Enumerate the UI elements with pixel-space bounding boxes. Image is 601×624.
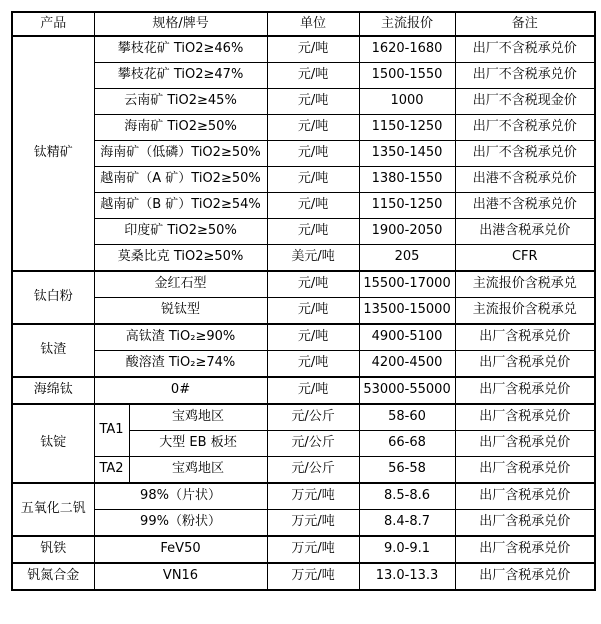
table-row	[12, 167, 595, 193]
price-cell: 1380-1550	[359, 167, 455, 193]
table-row	[12, 271, 595, 298]
price-cell: 58-60	[359, 404, 455, 431]
spec-cell: 宝鸡地区	[129, 404, 267, 431]
remark-cell: 出厂不含税承兑价	[455, 36, 595, 63]
unit-cell: 元/公斤	[267, 457, 359, 484]
unit-cell: 元/吨	[267, 89, 359, 115]
table-row	[12, 404, 595, 431]
price-table-body	[12, 36, 595, 590]
price-cell: 13.0-13.3	[359, 563, 455, 590]
remark-cell: 出厂含税承兑价	[455, 431, 595, 457]
product-cell: 钛锭	[12, 404, 94, 483]
unit-cell: 元/吨	[267, 141, 359, 167]
spec-cell: 攀枝花矿 TiO2≥47%	[94, 63, 267, 89]
spec-cell: 越南矿（A 矿）TiO2≥50%	[94, 167, 267, 193]
table-row	[12, 245, 595, 272]
remark-cell: 出厂含税承兑价	[455, 536, 595, 563]
table-row	[12, 298, 595, 325]
product-cell: 钛渣	[12, 324, 94, 377]
unit-cell: 元/吨	[267, 298, 359, 325]
column-header-unit: 单位	[267, 12, 359, 36]
table-row	[12, 141, 595, 167]
spec-cell: 莫桑比克 TiO2≥50%	[94, 245, 267, 272]
spec-cell: 越南矿（B 矿）TiO2≥54%	[94, 193, 267, 219]
spec-cell: 0#	[94, 377, 267, 404]
remark-cell: 出厂不含税现金价	[455, 89, 595, 115]
spec-cell: 大型 EB 板坯	[129, 431, 267, 457]
product-cell: 钒氮合金	[12, 563, 94, 590]
price-cell: 66-68	[359, 431, 455, 457]
unit-cell: 元/公斤	[267, 431, 359, 457]
remark-cell: 出厂含税承兑价	[455, 404, 595, 431]
spec-cell: 酸溶渣 TiO₂≥74%	[94, 351, 267, 378]
price-cell: 9.0-9.1	[359, 536, 455, 563]
column-header-spec: 规格/牌号	[94, 12, 267, 36]
table-row	[12, 193, 595, 219]
table-row	[12, 563, 595, 590]
table-row	[12, 324, 595, 351]
spec-cell: 云南矿 TiO2≥45%	[94, 89, 267, 115]
unit-cell: 万元/吨	[267, 483, 359, 510]
remark-cell: 出厂不含税承兑价	[455, 63, 595, 89]
table-row	[12, 219, 595, 245]
price-cell: 1350-1450	[359, 141, 455, 167]
spec-cell: 攀枝花矿 TiO2≥46%	[94, 36, 267, 63]
ta-grade-cell: TA1	[94, 404, 129, 457]
table-row	[12, 457, 595, 484]
unit-cell: 元/公斤	[267, 404, 359, 431]
unit-cell: 元/吨	[267, 219, 359, 245]
price-cell: 1000	[359, 89, 455, 115]
spec-cell: 印度矿 TiO2≥50%	[94, 219, 267, 245]
unit-cell: 万元/吨	[267, 563, 359, 590]
table-row	[12, 115, 595, 141]
table-row	[12, 89, 595, 115]
spec-cell: 99%（粉状）	[94, 510, 267, 537]
remark-cell: 主流报价含税承兑	[455, 298, 595, 325]
remark-cell: 出厂含税承兑价	[455, 351, 595, 378]
unit-cell: 万元/吨	[267, 510, 359, 537]
remark-cell: 出港含税承兑价	[455, 219, 595, 245]
price-cell: 15500-17000	[359, 271, 455, 298]
table-row	[12, 351, 595, 378]
product-cell: 钛白粉	[12, 271, 94, 324]
remark-cell: 出厂不含税承兑价	[455, 115, 595, 141]
product-cell: 五氧化二钒	[12, 483, 94, 536]
price-cell: 13500-15000	[359, 298, 455, 325]
column-header-price: 主流报价	[359, 12, 455, 36]
unit-cell: 元/吨	[267, 351, 359, 378]
column-header-remark: 备注	[455, 12, 595, 36]
price-cell: 1900-2050	[359, 219, 455, 245]
spec-cell: 海南矿 TiO2≥50%	[94, 115, 267, 141]
remark-cell: 出厂含税承兑价	[455, 483, 595, 510]
price-cell: 1150-1250	[359, 115, 455, 141]
spec-cell: 金红石型	[94, 271, 267, 298]
table-row	[12, 510, 595, 537]
remark-cell: 出厂含税承兑价	[455, 457, 595, 484]
ta-grade-cell: TA2	[94, 457, 129, 484]
product-cell: 海绵钛	[12, 377, 94, 404]
unit-cell: 元/吨	[267, 377, 359, 404]
remark-cell: 出港不含税承兑价	[455, 167, 595, 193]
spec-cell: VN16	[94, 563, 267, 590]
spec-cell: 高钛渣 TiO₂≥90%	[94, 324, 267, 351]
table-row	[12, 63, 595, 89]
remark-cell: 出厂含税承兑价	[455, 377, 595, 404]
spec-cell: 宝鸡地区	[129, 457, 267, 484]
price-cell: 8.4-8.7	[359, 510, 455, 537]
column-header-product: 产品	[12, 12, 94, 36]
header-row	[12, 12, 595, 36]
unit-cell: 元/吨	[267, 167, 359, 193]
table-row	[12, 536, 595, 563]
price-cell: 56-58	[359, 457, 455, 484]
remark-cell: 出港不含税承兑价	[455, 193, 595, 219]
price-cell: 4200-4500	[359, 351, 455, 378]
remark-cell: 主流报价含税承兑	[455, 271, 595, 298]
price-cell: 1620-1680	[359, 36, 455, 63]
remark-cell: 出厂含税承兑价	[455, 324, 595, 351]
unit-cell: 元/吨	[267, 271, 359, 298]
product-cell: 钒铁	[12, 536, 94, 563]
spec-cell: 海南矿（低磷）TiO2≥50%	[94, 141, 267, 167]
price-cell: 1500-1550	[359, 63, 455, 89]
unit-cell: 元/吨	[267, 324, 359, 351]
remark-cell: 出厂不含税承兑价	[455, 141, 595, 167]
price-cell: 205	[359, 245, 455, 272]
unit-cell: 元/吨	[267, 193, 359, 219]
remark-cell: 出厂含税承兑价	[455, 510, 595, 537]
spec-cell: 98%（片状）	[94, 483, 267, 510]
unit-cell: 万元/吨	[267, 536, 359, 563]
table-row	[12, 377, 595, 404]
spec-cell: FeV50	[94, 536, 267, 563]
table-row	[12, 483, 595, 510]
unit-cell: 美元/吨	[267, 245, 359, 272]
price-cell: 8.5-8.6	[359, 483, 455, 510]
table-row	[12, 36, 595, 63]
unit-cell: 元/吨	[267, 115, 359, 141]
spec-cell: 锐钛型	[94, 298, 267, 325]
remark-cell: CFR	[455, 245, 595, 272]
price-cell: 53000-55000	[359, 377, 455, 404]
price-cell: 4900-5100	[359, 324, 455, 351]
product-cell: 钛精矿	[12, 36, 94, 271]
unit-cell: 元/吨	[267, 36, 359, 63]
unit-cell: 元/吨	[267, 63, 359, 89]
remark-cell: 出厂含税承兑价	[455, 563, 595, 590]
price-table	[11, 11, 596, 591]
price-cell: 1150-1250	[359, 193, 455, 219]
